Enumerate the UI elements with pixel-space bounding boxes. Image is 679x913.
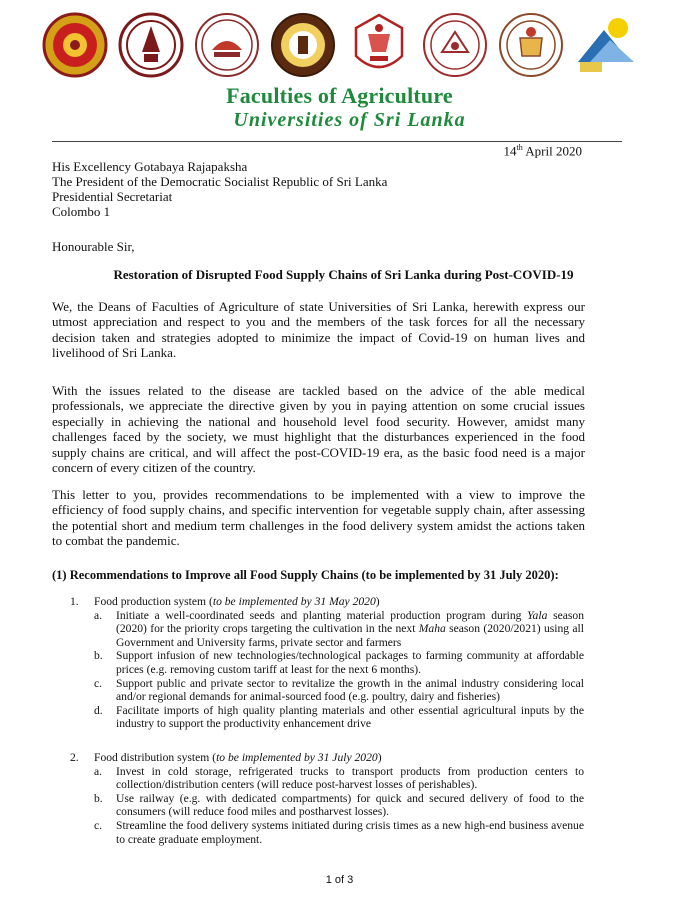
list-item-title	[70, 595, 590, 609]
university-seal-icon	[270, 12, 336, 78]
sub-item-letter: b.	[94, 791, 103, 805]
university-seal-icon	[346, 12, 412, 78]
sub-item	[70, 704, 584, 731]
item-deadline: to be implemented by 31 July 2020	[216, 751, 378, 764]
item-title-close: )	[377, 751, 382, 764]
recipient-line: The President of the Democratic Socialist Republic of Sri Lanka	[52, 174, 388, 189]
sub-item-text: season (2020) for the priority crops targeting the cultivation in the next	[116, 608, 584, 636]
recommendation-list-item	[70, 595, 590, 731]
letter-subject: Restoration of Disrupted Food Supply Chains of Sri Lanka during Post-COVID-19	[113, 267, 574, 282]
sub-item	[70, 649, 584, 676]
university-logo-icon	[574, 12, 640, 78]
item-deadline: to be implemented by 31 May 2020	[212, 595, 376, 608]
sub-item-text: Facilitate imports of high quality planting materials and other essential agricultural inputs by the industry to support the productivity enhancement drive	[116, 703, 584, 731]
university-seal-icon	[194, 12, 260, 78]
paragraph: With the issues related to the disease are tackled based on the advice of the able medical professionals, we appreciate the directive given by you in paying attention on some crucial issues especially in achieving the national and household level food security. However, amidst many challenges faced by the society, we must highlight that the disturbances experienced in the food supply chains are critical, and will affect the post-COVID-19 era, as the basic food need is a major concern of every citizen of the country.	[52, 383, 585, 476]
header-divider	[52, 141, 622, 142]
item-title-text: Food distribution system (	[94, 751, 217, 764]
sub-item	[70, 765, 584, 792]
date-month-year: April 2020	[522, 143, 582, 159]
item-title-close: )	[375, 595, 380, 608]
university-seal-icon	[422, 12, 488, 78]
sub-item-emphasis: Yala	[527, 608, 548, 622]
letterhead-subtitle: Universities of Sri Lanka	[233, 109, 466, 131]
sub-item	[70, 677, 584, 704]
letter-date	[504, 143, 582, 159]
salutation: Honourable Sir,	[52, 239, 135, 254]
section-heading: (1) Recommendations to Improve all Food Supply Chains (to be implemented by 31 July 2020):	[52, 568, 559, 582]
university-seal-icon	[118, 12, 184, 78]
sub-item-letter: c.	[94, 818, 103, 832]
sub-item-emphasis: Maha	[418, 622, 446, 636]
sub-item-text: Support public and private sector to revitalize the growth in the animal industry considering local and/or regional demands for animal-sourced food (e.g. poultry, dairy and fisheries)	[116, 676, 584, 704]
sub-item-text: Invest in cold storage, refrigerated trucks to transport products from production centers to collection/distribution centers (will reduce post-harvest losses of perishables).	[116, 764, 584, 792]
date-suffix: th	[516, 143, 523, 152]
paragraph: We, the Deans of Faculties of Agriculture of state Universities of Sri Lanka, herewith express our utmost appreciation and respect to you and the members of the task forces for all the necessary decision taken and strategies adopted to minimize the impact of Covid-19 on human lives and livelihood of Sri Lanka.	[52, 299, 585, 361]
paragraph: This letter to you, provides recommendations to be implemented with a view to improve the efficiency of food supply chains, and specific intervention for vegetable supply chain, after assessing the potential short and medium term challenges in the food delivery system amidst the actions taken to combat the pandemic.	[52, 487, 585, 549]
item-title-text: Food production system (	[94, 595, 213, 608]
sub-item-letter: a.	[94, 764, 103, 778]
sub-item-text: Support infusion of new technologies/technological packages to farming community at affordable prices (e.g. removing custom tariff at least for the next 6 months).	[116, 649, 584, 676]
letterhead	[0, 84, 679, 132]
sub-item-text: season (2020/2021) using all Government and University farms, private sector and farmers	[116, 622, 584, 649]
recommendation-list-item	[70, 751, 590, 846]
page-number: 1 of 3	[325, 874, 354, 886]
sub-item	[70, 792, 584, 819]
university-logos-row	[42, 12, 642, 82]
date-day: 14	[503, 143, 517, 159]
list-number: 1.	[70, 595, 79, 608]
letterhead-title: Faculties of Agriculture	[226, 83, 453, 108]
recipient-address	[52, 159, 387, 219]
university-seal-icon	[42, 12, 108, 78]
sub-item	[70, 609, 584, 650]
sub-item-text: Use railway (e.g. with dedicated compartments) for quick and secured delivery of food to the consumers (will reduce food miles and postharvest losses).	[116, 791, 584, 819]
sub-item	[70, 819, 584, 846]
list-number: 2.	[70, 751, 79, 764]
sub-item-text: Initiate a well-coordinated seeds and planting material production program during	[116, 608, 528, 622]
recipient-line: His Excellency Gotabaya Rajapaksha	[52, 159, 248, 174]
sub-item-letter: d.	[94, 703, 103, 717]
recipient-line: Presidential Secretariat	[52, 189, 173, 204]
sub-item-letter: a.	[94, 608, 103, 622]
sub-item-letter: b.	[94, 649, 103, 663]
sub-item-letter: c.	[94, 676, 103, 690]
university-seal-icon	[498, 12, 564, 78]
sub-item-text: Streamline the food delivery systems initiated during crisis times as a new high-end business avenue to create graduate employment.	[116, 818, 584, 846]
list-item-title	[70, 751, 590, 765]
recipient-line: Colombo 1	[52, 204, 111, 219]
